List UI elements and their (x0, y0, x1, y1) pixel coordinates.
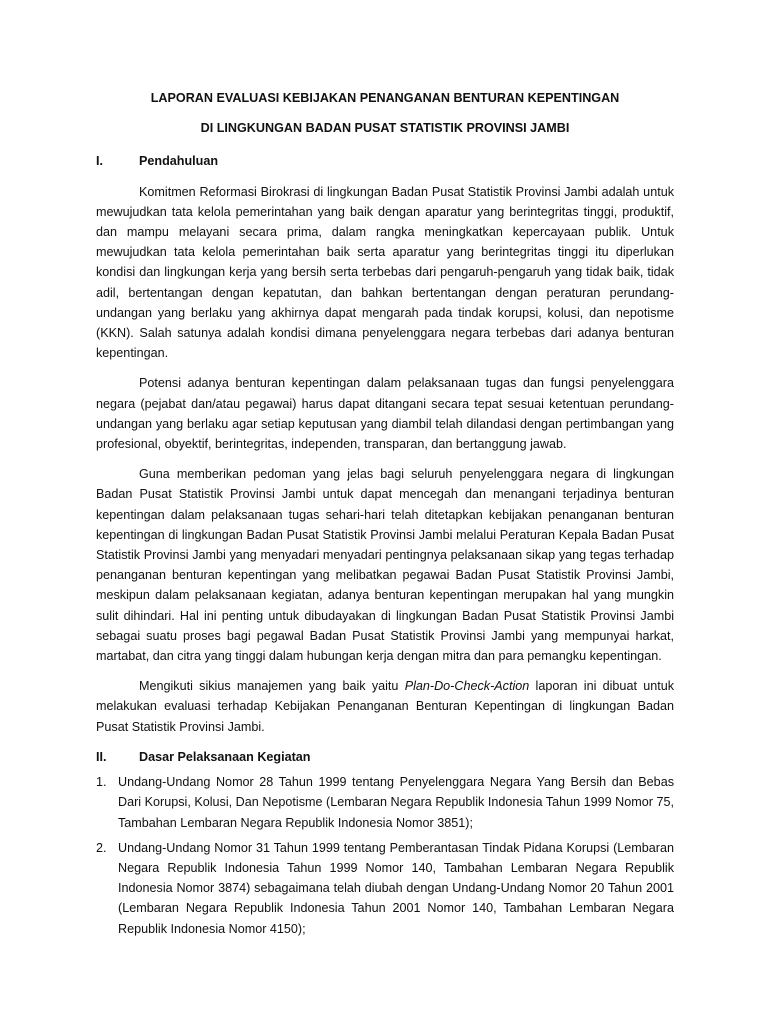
paragraph-text-end: laporan ini dibuat untuk melakukan evaluasi terhadap Kebijakan Penanganan Benturan Kepentingan di lingkungan Badan Pusat Statistik Provinsi Jambi. (96, 679, 674, 734)
paragraph: Komitmen Reformasi Birokrasi di lingkungan Badan Pusat Statistik Provinsi Jambi adalah untuk mewujudkan tata kelola pemerintahan yang baik dengan aparatur yang berintegritas tinggi, produktif, dan mampu melayani secara prima, dalam rangka meningkatkan kepercayaan publik. Untuk mewujudkan tata kelola pemerintahan baik serta aparatur yang berintegritas tinggi itu diperlukan kondisi dan lingkungan kerja yang bersih serta terbebas dari pengaruh-pengaruh yang tidak baik, tidak adil, bertentangan dengan kepatutan, dan bahkan bertentangan dengan peraturan perundang-undangan yang berlaku yang akhirnya dapat mengarah pada tindak korupsi, kolusi, dan nepotisme (KKN). Salah satunya adalah kondisi dimana penyelenggara negara terbebas dari adanya benturan kepentingan. (96, 184, 674, 361)
paragraph-text-start: Mengikuti sikius manajemen yang baik yaitu (139, 679, 405, 694)
list-item (96, 772, 674, 833)
legal-basis-list (96, 772, 674, 939)
document-title-line-1: LAPORAN EVALUASI KEBIJAKAN PENANGANAN BENTURAN KEPENTINGAN (150, 91, 620, 105)
section-number: I. (96, 154, 103, 169)
section-heading-dasar-pelaksanaan (96, 747, 674, 767)
list-item-text: Undang-Undang Nomor 28 Tahun 1999 tentang Penyelenggara Negara Yang Bersih dan Bebas Dari Korupsi, Kolusi, Dan Nepotisme (Lembaran Negara Republik Indonesia Tahun 1999 Nomor 75, Tambahan Lembaran Negara Republik Indonesia Nomor 3851); (118, 775, 674, 830)
document-body (96, 88, 674, 939)
list-item-number: 1. (96, 775, 107, 790)
section-heading-pendahuluan (96, 151, 674, 171)
document-title-line-2: DI LINGKUNGAN BADAN PUSAT STATISTIK PROVINSI JAMBI (200, 121, 570, 136)
list-item-number: 2. (96, 840, 107, 855)
list-item (96, 838, 674, 939)
section-title: Pendahuluan (139, 154, 219, 169)
section-title: Dasar Pelaksanaan Kegiatan (139, 749, 311, 764)
paragraph-pdca (96, 676, 674, 737)
paragraph: Guna memberikan pedoman yang jelas bagi seluruh penyelenggara negara di lingkungan Badan Pusat Statistik Provinsi Jambi untuk dapat mencegah dan menangani terjadinya benturan kepentingan dalam pelaksanaan tugas sehari-hari telah ditetapkan kebijakan penanganan benturan kepentingan di lingkungan Badan Pusat Statistik Provinsi Jambi melalui Peraturan Kepala Badan Pusat Statistik Provinsi Jambi yang menyadari menyadari pentingnya pelaksanaan sikap yang tegas terhadap penanganan benturan kepentingan yang melibatkan pegawai Badan Pusat Statistik Provinsi Jambi, meskipun dalam pelaksanaan kegiatan, adanya benturan kepentingan merupakan hal yang mungkin sulit dihindari. Hal ini penting untuk dibudayakan di lingkungan Badan Pusat Statistik Provinsi Jambi sebagai suatu proses bagi pegawal Badan Pusat Statistik Provinsi Jambi yang mempunyai harkat, martabat, dan citra yang tinggi dalam hubungan kerja dengan mitra dan para pemangku kepentingan. (96, 467, 674, 664)
section-number: II. (96, 749, 107, 764)
pdca-term: Plan-Do-Check-Action (404, 679, 530, 694)
list-item-text: Undang-Undang Nomor 31 Tahun 1999 tentang Pemberantasan Tindak Pidana Korupsi (Lembaran Negara Republik Indonesia Tahun 1999 Nomor 140, Tambahan Lembaran Negara Republik Indonesia Nomor 3874) sebagaimana telah diubah dengan Undang-Undang Nomor 20 Tahun 2001 (Lembaran Negara Republik Indonesia Tahun 2001 Nomor 140, Tambahan Lembaran Negara Republik Indonesia Nomor 4150); (118, 840, 674, 936)
paragraph: Potensi adanya benturan kepentingan dalam pelaksanaan tugas dan fungsi penyelenggara negara (pejabat dan/atau pegawai) harus dapat ditangani secara tepat sesuai ketentuan perundang-undangan yang berlaku agar setiap keputusan yang diambil telah dilandasi dengan pertimbangan yang profesional, obyektif, berintegritas, independen, transparan, dan bertanggung jawab. (96, 376, 674, 452)
